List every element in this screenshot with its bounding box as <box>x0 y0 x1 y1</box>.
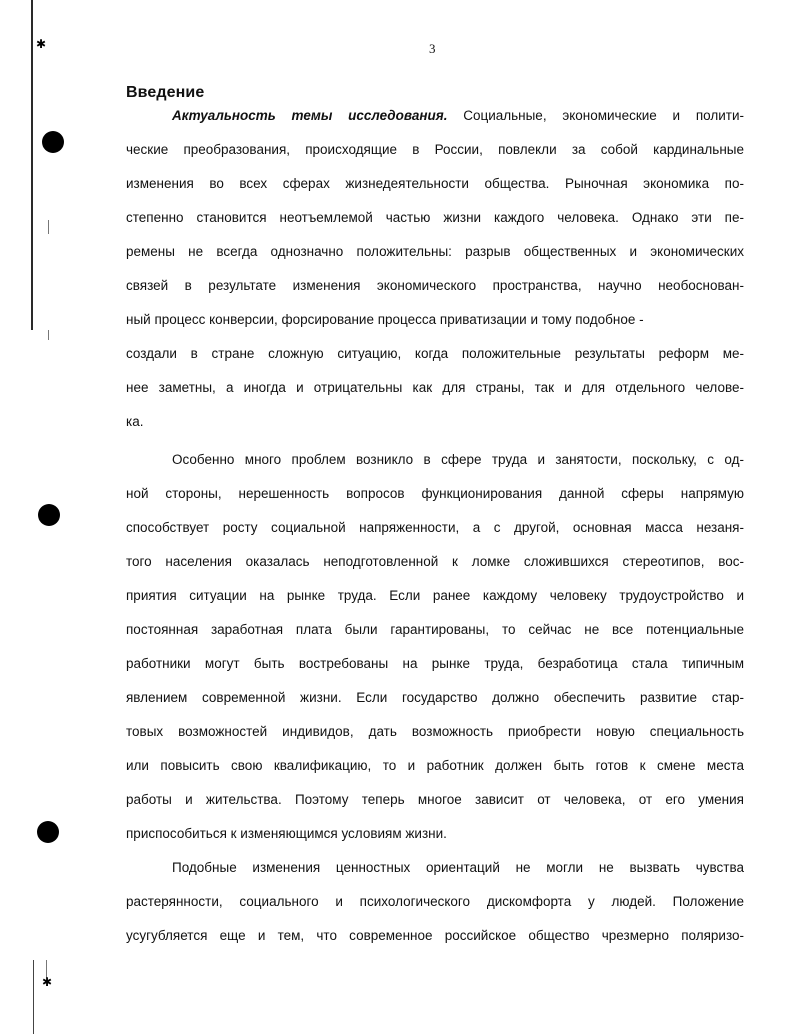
scan-speck-mark: ✱ <box>42 975 53 989</box>
paragraph-line: приятия ситуации на рынке труда. Если ранее каждому человеку трудоустройство и <box>126 588 744 603</box>
punch-hole <box>38 504 60 526</box>
paragraph-line: или повысить свою квалификацию, то и работник должен быть готов к смене места <box>126 758 744 773</box>
paragraph-line: ка. <box>126 414 144 429</box>
lead-phrase: Актуальность темы исследования. <box>172 108 448 123</box>
scan-edge-line-lower <box>33 960 34 1034</box>
punch-hole <box>37 821 59 843</box>
paragraph-line: ремены не всегда однозначно положительны: разрыв общественных и экономических <box>126 244 744 259</box>
section-heading: Введение <box>126 84 205 101</box>
paragraph-line: усугубляется еще и тем, что современное российское общество чрезмерно поляризо- <box>126 928 744 943</box>
scan-tick-mark <box>48 330 49 340</box>
paragraph-line: степенно становится неотъемлемой частью жизни каждого человека. Однако эти пе- <box>126 210 744 225</box>
page-number: 3 <box>429 41 436 56</box>
paragraph-line: товых возможностей индивидов, дать возможность приобрести новую специальность <box>126 724 744 739</box>
paragraph-line: изменения во всех сферах жизнедеятельности общества. Рыночная экономика по- <box>126 176 744 191</box>
scan-speck-mark: ✱ <box>36 37 47 51</box>
paragraph-line: растерянности, социального и психологического дискомфорта у людей. Положение <box>126 894 744 909</box>
paragraph <box>126 443 744 851</box>
paragraph-line: работы и жительства. Поэтому теперь многое зависит от человека, от его умения <box>126 792 744 807</box>
paragraph-line: Подобные изменения ценностных ориентаций не могли не вызвать чувства <box>172 860 744 875</box>
paragraph-line: работники могут быть востребованы на рынке труда, безработица стала типичным <box>126 656 744 671</box>
paragraph <box>126 851 744 953</box>
paragraph-line: ной стороны, нерешенность вопросов функционирования данной сферы напрямую <box>126 486 744 501</box>
paragraph-line: Особенно много проблем возникло в сфере труда и занятости, поскольку, с од- <box>172 452 744 467</box>
paragraph-line: связей в результате изменения экономического пространства, научно необоснован- <box>126 278 744 293</box>
paragraph-line: нее заметны, а иногда и отрицательны как для страны, так и для отдельного челове- <box>126 380 744 395</box>
paragraph <box>126 99 744 439</box>
paragraph-line: приспособиться к изменяющимся условиям жизни. <box>126 826 447 841</box>
paragraph-line: явлением современной жизни. Если государство должно обеспечить развитие стар- <box>126 690 744 705</box>
paragraph-line: создали в стране сложную ситуацию, когда положительные результаты реформ ме- <box>126 346 744 361</box>
paragraph-line: ческие преобразования, происходящие в России, повлекли за собой кардинальные <box>126 142 744 157</box>
scan-edge-line <box>31 0 33 330</box>
paragraph-line: того населения оказалась неподготовленной к ломке сложившихся стереотипов, вос- <box>126 554 744 569</box>
paragraph-line: способствует росту социальной напряженности, а с другой, основная масса незаня- <box>126 520 744 535</box>
paragraph-line: ный процесс конверсии, форсирование процесса приватизации и тому подобное - <box>126 312 644 327</box>
paragraph-line: Актуальность темы исследования. Социальные, экономические и полити- <box>172 108 744 123</box>
scan-tick-mark <box>48 220 49 234</box>
punch-hole <box>42 131 64 153</box>
paragraph-line: постоянная заработная плата были гарантированы, то сейчас не все потенциальные <box>126 622 744 637</box>
